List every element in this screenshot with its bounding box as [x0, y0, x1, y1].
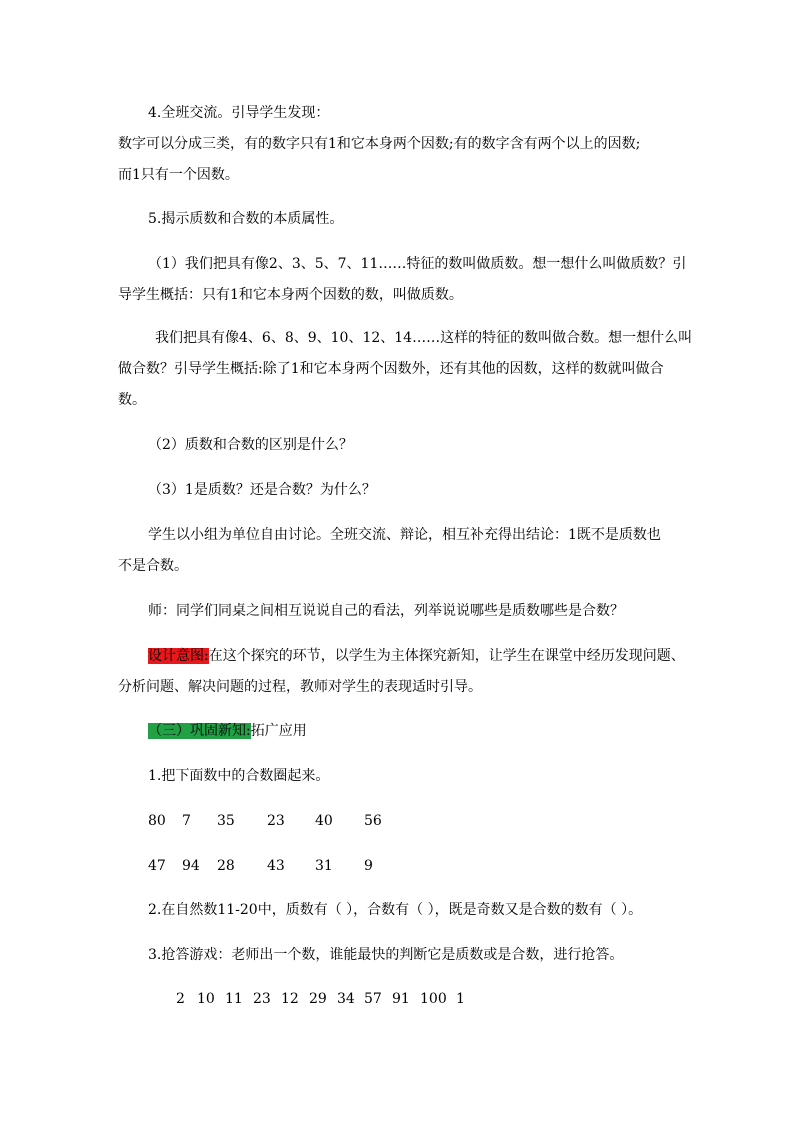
design-intent-label: 设计意图: — [148, 648, 209, 664]
number-item: 35 — [217, 813, 235, 829]
number-item: 2 — [176, 991, 185, 1007]
paragraph-heading-5: 5.揭示质数和合数的本质属性。 — [148, 211, 344, 227]
number-item: 57 — [364, 991, 382, 1007]
number-item: 40 — [315, 813, 333, 829]
paragraph-text: 分析问题、解决问题的过程，教师对学生的表现适时引导。 — [118, 679, 482, 695]
number-row-2 — [0, 856, 794, 876]
number-item: 23 — [253, 991, 271, 1007]
number-item: 31 — [315, 858, 333, 874]
question-2: 2.在自然数11-20中，质数有（ ），合数有（ ），既是奇数又是合数的数有（ ）。 — [148, 902, 643, 918]
paragraph-text: 师：同学们同桌之间相互说说自己的看法，列举说说哪些是质数哪些是合数？ — [148, 603, 624, 619]
number-item: 11 — [225, 991, 243, 1007]
number-row-1 — [0, 811, 794, 831]
number-item: 43 — [267, 858, 285, 874]
design-intent-text: 在这个探究的环节，以学生为主体探究新知，让学生在课堂中经历发现问题、 — [208, 648, 685, 664]
paragraph-text: 数。 — [118, 392, 146, 408]
number-item: 7 — [182, 813, 191, 829]
number-item: 91 — [392, 991, 410, 1007]
paragraph-text: 我们把具有像4、6、8、9、10、12、14……这样的特征的数叫做合数。想一想什么叫 — [155, 330, 693, 346]
paragraph-heading-4: 4.全班交流。引导学生发现： — [148, 105, 330, 121]
number-item: 23 — [267, 813, 285, 829]
number-item: 56 — [364, 813, 382, 829]
paragraph-text: （1）我们把具有像2、3、5、7、11……特征的数叫做质数。想一想什么叫做质数？引 — [148, 256, 687, 272]
number-item: 1 — [456, 991, 465, 1007]
design-intent-line — [148, 646, 685, 666]
paragraph-text: （2）质数和合数的区别是什么？ — [148, 437, 353, 453]
paragraph-text: 不是合数。 — [118, 558, 188, 574]
section-heading — [148, 721, 307, 741]
paragraph-text: 学生以小组为单位自由讨论。全班交流、辩论，相互补充得出结论：1既不是质数也 — [148, 527, 661, 543]
number-item: 29 — [309, 991, 327, 1007]
paragraph-text: 做合数？引导学生概括:除了1和它本身两个因数外，还有其他的因数，这样的数就叫做合 — [118, 361, 664, 377]
number-row-3 — [0, 989, 794, 1009]
paragraph-text: （3）1是质数？还是合数？为什么？ — [148, 482, 376, 498]
number-item: 9 — [364, 858, 373, 874]
paragraph-text: 数字可以分成三类，有的数字只有1和它本身两个因数;有的数字含有两个以上的因数; — [118, 136, 641, 152]
number-item: 34 — [337, 991, 355, 1007]
number-item: 100 — [420, 991, 447, 1007]
number-item: 47 — [148, 858, 166, 874]
question-1: 1.把下面数中的合数圈起来。 — [148, 768, 330, 784]
section-label: （三）巩固新知: — [148, 723, 251, 739]
number-item: 12 — [281, 991, 299, 1007]
paragraph-text: 导学生概括：只有1和它本身两个因数的数，叫做质数。 — [118, 287, 463, 303]
number-item: 94 — [182, 858, 200, 874]
question-3: 3.抢答游戏：老师出一个数，谁能最快的判断它是质数或是合数，进行抢答。 — [148, 947, 624, 963]
number-item: 10 — [197, 991, 215, 1007]
number-item: 28 — [217, 858, 235, 874]
number-item: 80 — [148, 813, 166, 829]
paragraph-text: 而1只有一个因数。 — [118, 167, 239, 183]
section-title: 拓广应用 — [250, 723, 307, 739]
